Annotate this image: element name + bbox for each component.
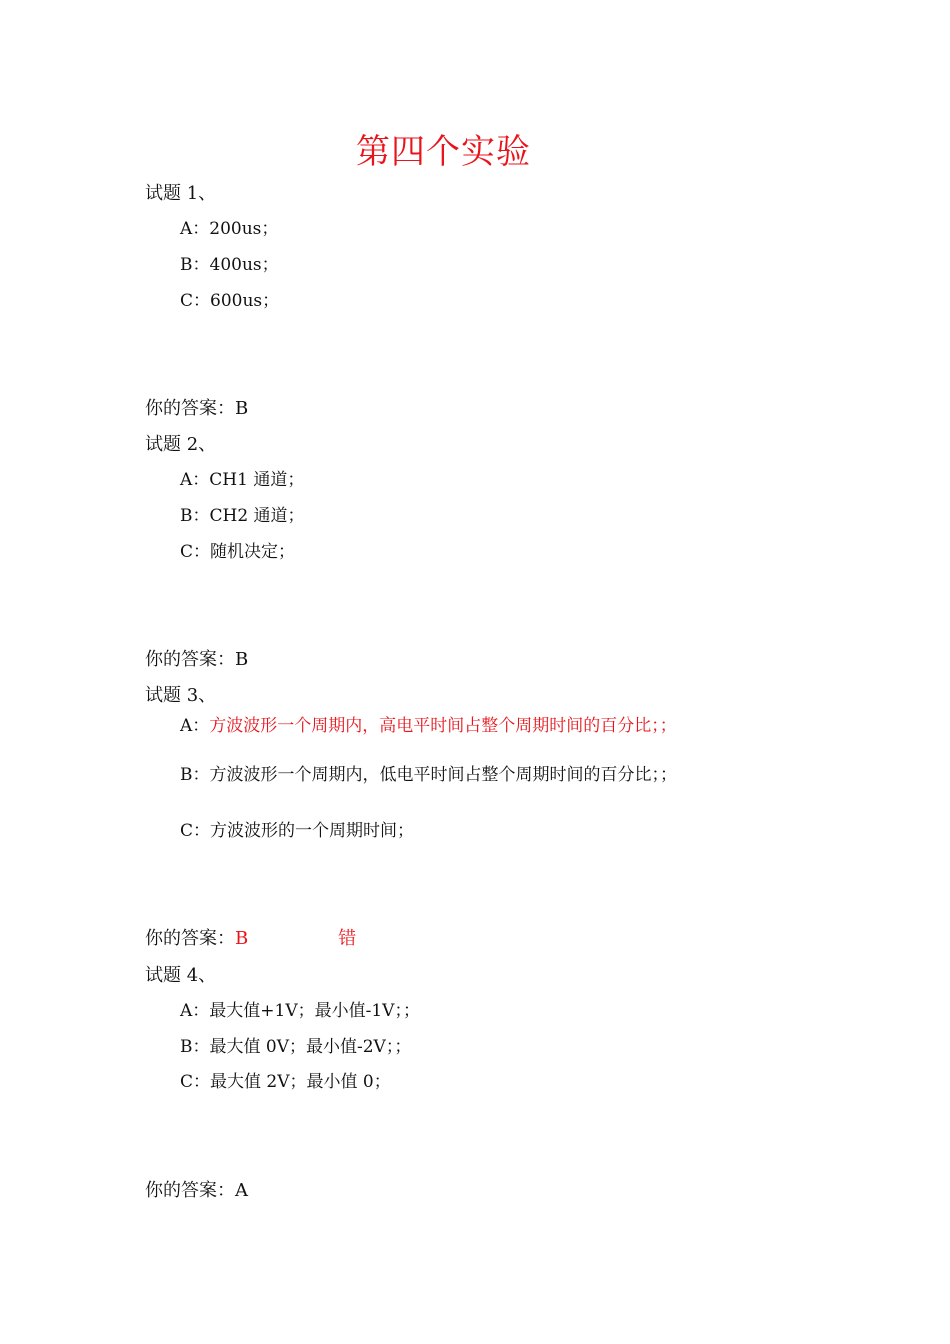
question-1-option-b <box>180 253 700 278</box>
answer-value: A <box>235 1180 248 1201</box>
option-letter: A： <box>180 716 210 736</box>
question-1-option-c <box>180 289 700 314</box>
question-1-answer <box>145 397 248 421</box>
option-text: 方波波形一个周期内，低电平时间占整个周期时间的百分比；； <box>209 765 677 785</box>
option-text: 随机决定； <box>210 542 296 562</box>
option-text: CH2 通道； <box>209 506 305 526</box>
option-text: 最大值 2V；最小值 0； <box>210 1072 391 1092</box>
option-text: 最大值 0V；最小值-2V；； <box>209 1037 412 1057</box>
question-4-option-c <box>180 1070 700 1095</box>
answer-label: 你的答案： <box>145 649 235 670</box>
option-text: 600us； <box>210 291 280 311</box>
option-letter: B： <box>180 1037 210 1057</box>
option-letter: A： <box>180 1001 210 1021</box>
question-1-title: 试题 1、 <box>145 183 217 204</box>
option-letter: B： <box>180 765 210 785</box>
question-2-answer <box>145 648 248 672</box>
option-letter: C： <box>180 821 211 841</box>
answer-label: 你的答案： <box>145 1180 235 1201</box>
question-4-title: 试题 4、 <box>145 965 217 986</box>
question-3-title: 试题 3、 <box>145 685 217 706</box>
option-text: 方波波形的一个周期时间； <box>210 821 415 841</box>
page-title: 第四个实验 <box>356 132 531 172</box>
option-text: CH1 通道； <box>209 470 305 490</box>
question-2-title: 试题 2、 <box>145 434 217 455</box>
question-3-option-b <box>180 763 700 788</box>
answer-value: B <box>235 649 249 670</box>
answer-wrong-mark: 错 <box>338 928 357 949</box>
answer-label: 你的答案： <box>145 398 235 419</box>
option-letter: C： <box>180 542 211 562</box>
question-3-answer <box>145 927 356 951</box>
question-2-option-a <box>180 468 700 493</box>
option-letter: C： <box>180 1072 211 1092</box>
answer-label: 你的答案： <box>145 928 235 949</box>
question-4-answer <box>145 1179 248 1203</box>
option-letter: A： <box>180 470 210 490</box>
option-letter: B： <box>180 255 210 275</box>
option-text: 方波波形一个周期内，高电平时间占整个周期时间的百分比；； <box>209 716 677 736</box>
question-1-option-a <box>180 217 700 242</box>
option-letter: C： <box>180 291 211 311</box>
question-2-option-c <box>180 540 700 565</box>
answer-value: B <box>235 928 249 949</box>
question-4-option-b <box>180 1035 700 1060</box>
option-text: 200us； <box>209 219 279 239</box>
option-text: 最大值+1V；最小值-1V；； <box>209 1001 420 1021</box>
question-2-option-b <box>180 504 700 529</box>
option-letter: A： <box>180 219 210 239</box>
option-letter: B： <box>180 506 210 526</box>
question-3-option-c <box>180 819 700 844</box>
answer-value: B <box>235 398 249 419</box>
question-3-option-a <box>180 714 700 739</box>
option-text: 400us； <box>209 255 279 275</box>
question-4-option-a <box>180 999 700 1024</box>
